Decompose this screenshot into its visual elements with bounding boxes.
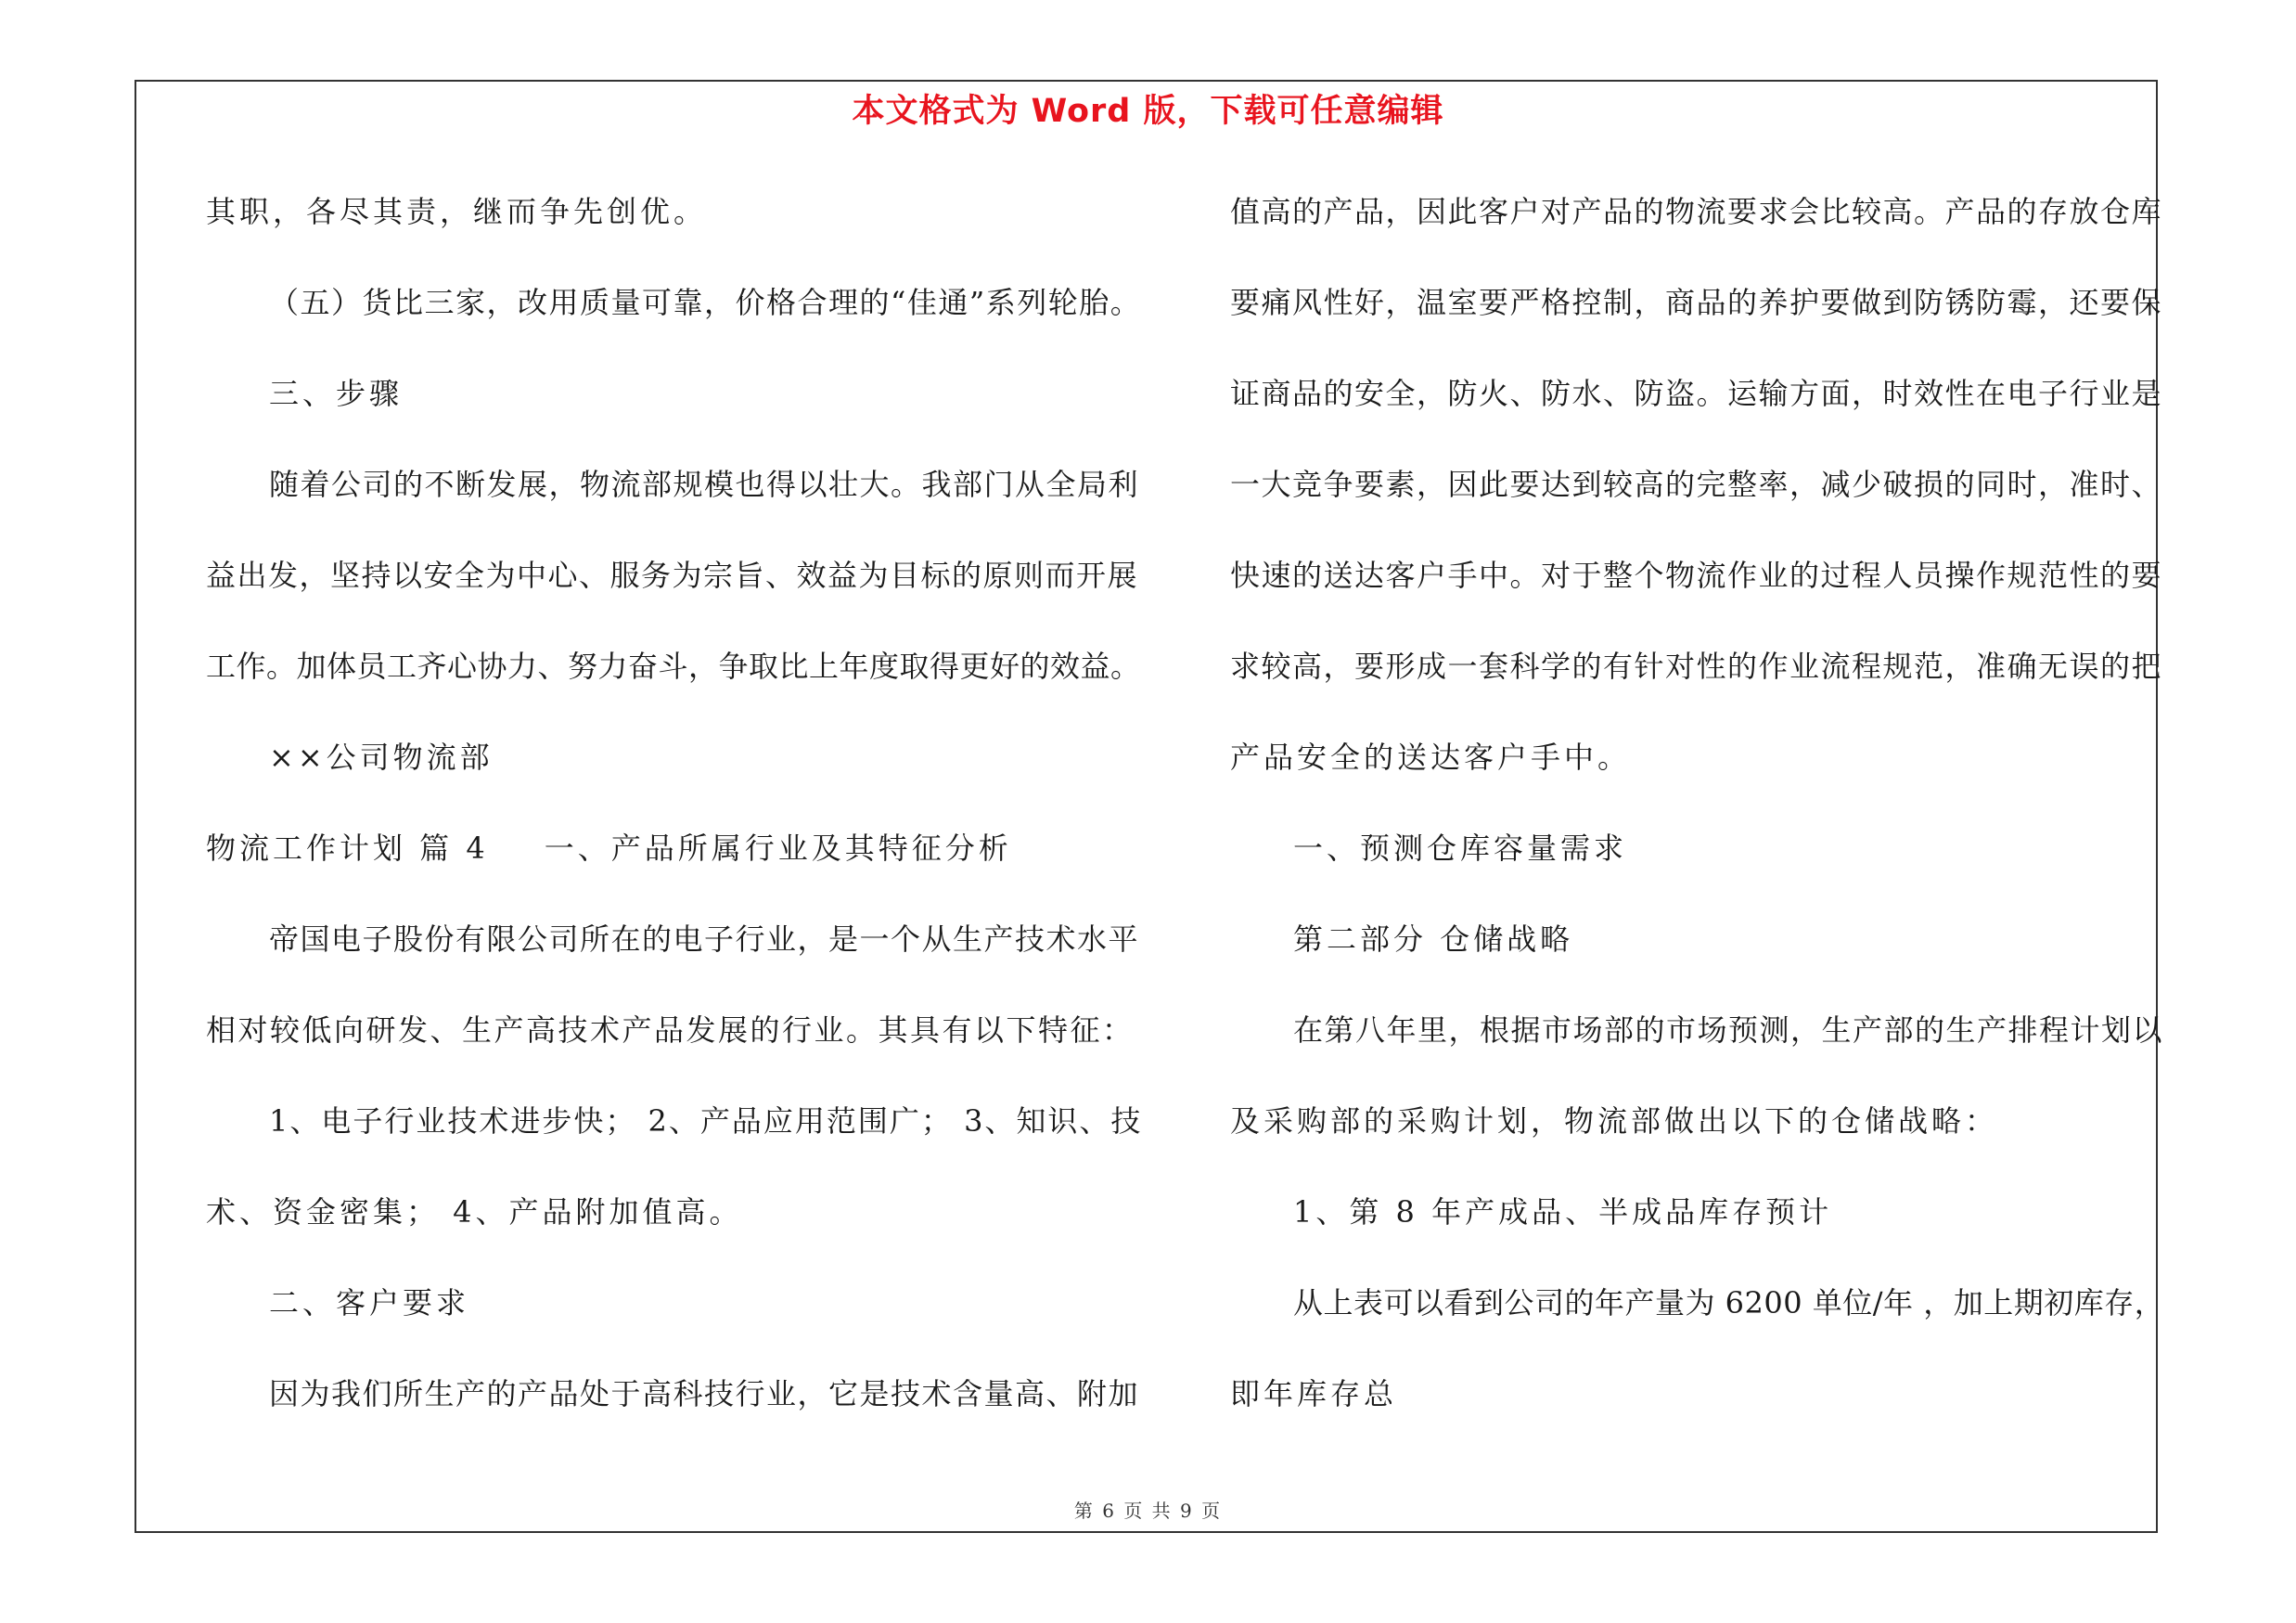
right-line-5: 快速的送达客户手中。对于整个物流作业的过程人员操作规范性的要	[1230, 558, 2163, 593]
right-line-14: 即年库存总	[1230, 1376, 1398, 1411]
right-line-8: 一、预测仓库容量需求	[1293, 831, 1628, 866]
left-line-13: 二、客户要求	[269, 1285, 470, 1320]
left-line-4: 随着公司的不断发展，物流部规模也得以壮大。我部门从全局利	[269, 467, 1140, 502]
right-line-6: 求较高，要形成一套科学的有针对性的作业流程规范，准确无误的把	[1230, 649, 2163, 684]
right-line-13: 从上表可以看到公司的年产量为 6200 单位/年 ，加上期初库存，	[1293, 1285, 2165, 1320]
right-column	[1230, 182, 2167, 1455]
left-line-10: 相对较低向研发、生产高技术产品发展的行业。其具有以下特征：	[206, 1012, 1135, 1048]
right-line-11: 及采购部的采购计划，物流部做出以下的仓储战略：	[1230, 1103, 1999, 1139]
right-line-7: 产品安全的送达客户手中。	[1230, 740, 1632, 775]
page-number: 第 6 页 共 9 页	[1073, 1500, 1223, 1522]
right-line-2: 要痛风性好，温室要严格控制，商品的养护要做到防锈防霉，还要保	[1230, 285, 2163, 320]
right-line-4: 一大竞争要素，因此要达到较高的完整率，减少破损的同时，准时、	[1230, 467, 2163, 502]
right-line-3: 证商品的安全，防火、防水、防盗。运输方面，时效性在电子行业是	[1230, 376, 2163, 411]
left-line-1: 其职，各尽其责，继而争先创优。	[206, 194, 708, 229]
right-line-10: 在第八年里，根据市场部的市场预测，生产部的生产排程计划以	[1293, 1012, 2164, 1048]
left-line-3: 三、步骤	[269, 376, 404, 411]
left-line-9: 帝国电子股份有限公司所在的电子行业，是一个从生产技术水平	[269, 921, 1140, 957]
right-line-1: 值高的产品，因此客户对产品的物流要求会比较高。产品的存放仓库	[1230, 194, 2163, 229]
left-line-6: 工作。加体员工齐心协力、努力奋斗，争取比上年度取得更好的效益。	[206, 649, 1141, 684]
left-line-7: ××公司物流部	[269, 740, 494, 775]
right-line-9: 第二部分 仓储战略	[1293, 921, 1574, 957]
word-format-banner: 本文格式为 Word 版，下载可任意编辑	[852, 93, 1444, 130]
left-line-14: 因为我们所生产的产品处于高科技行业，它是技术含量高、附加	[269, 1376, 1140, 1411]
left-line-2: （五）货比三家，改用质量可靠，价格合理的“佳通”系列轮胎。	[269, 285, 1142, 320]
right-line-12: 1、第 8 年产成品、半成品库存预计	[1293, 1194, 1833, 1230]
section-subheading: 一、产品所属行业及其特征分析	[544, 831, 1012, 866]
left-column	[206, 182, 1143, 1455]
section-heading: 物流工作计划 篇 4	[206, 831, 489, 866]
left-line-8	[206, 818, 1143, 909]
left-line-12: 术、资金密集； 4、产品附加值高。	[206, 1194, 743, 1230]
left-line-5: 益出发，坚持以安全为中心、服务为宗旨、效益为目标的原则而开展	[206, 558, 1139, 593]
left-line-11: 1、电子行业技术进步快； 2、产品应用范围广； 3、知识、技	[269, 1103, 1143, 1139]
